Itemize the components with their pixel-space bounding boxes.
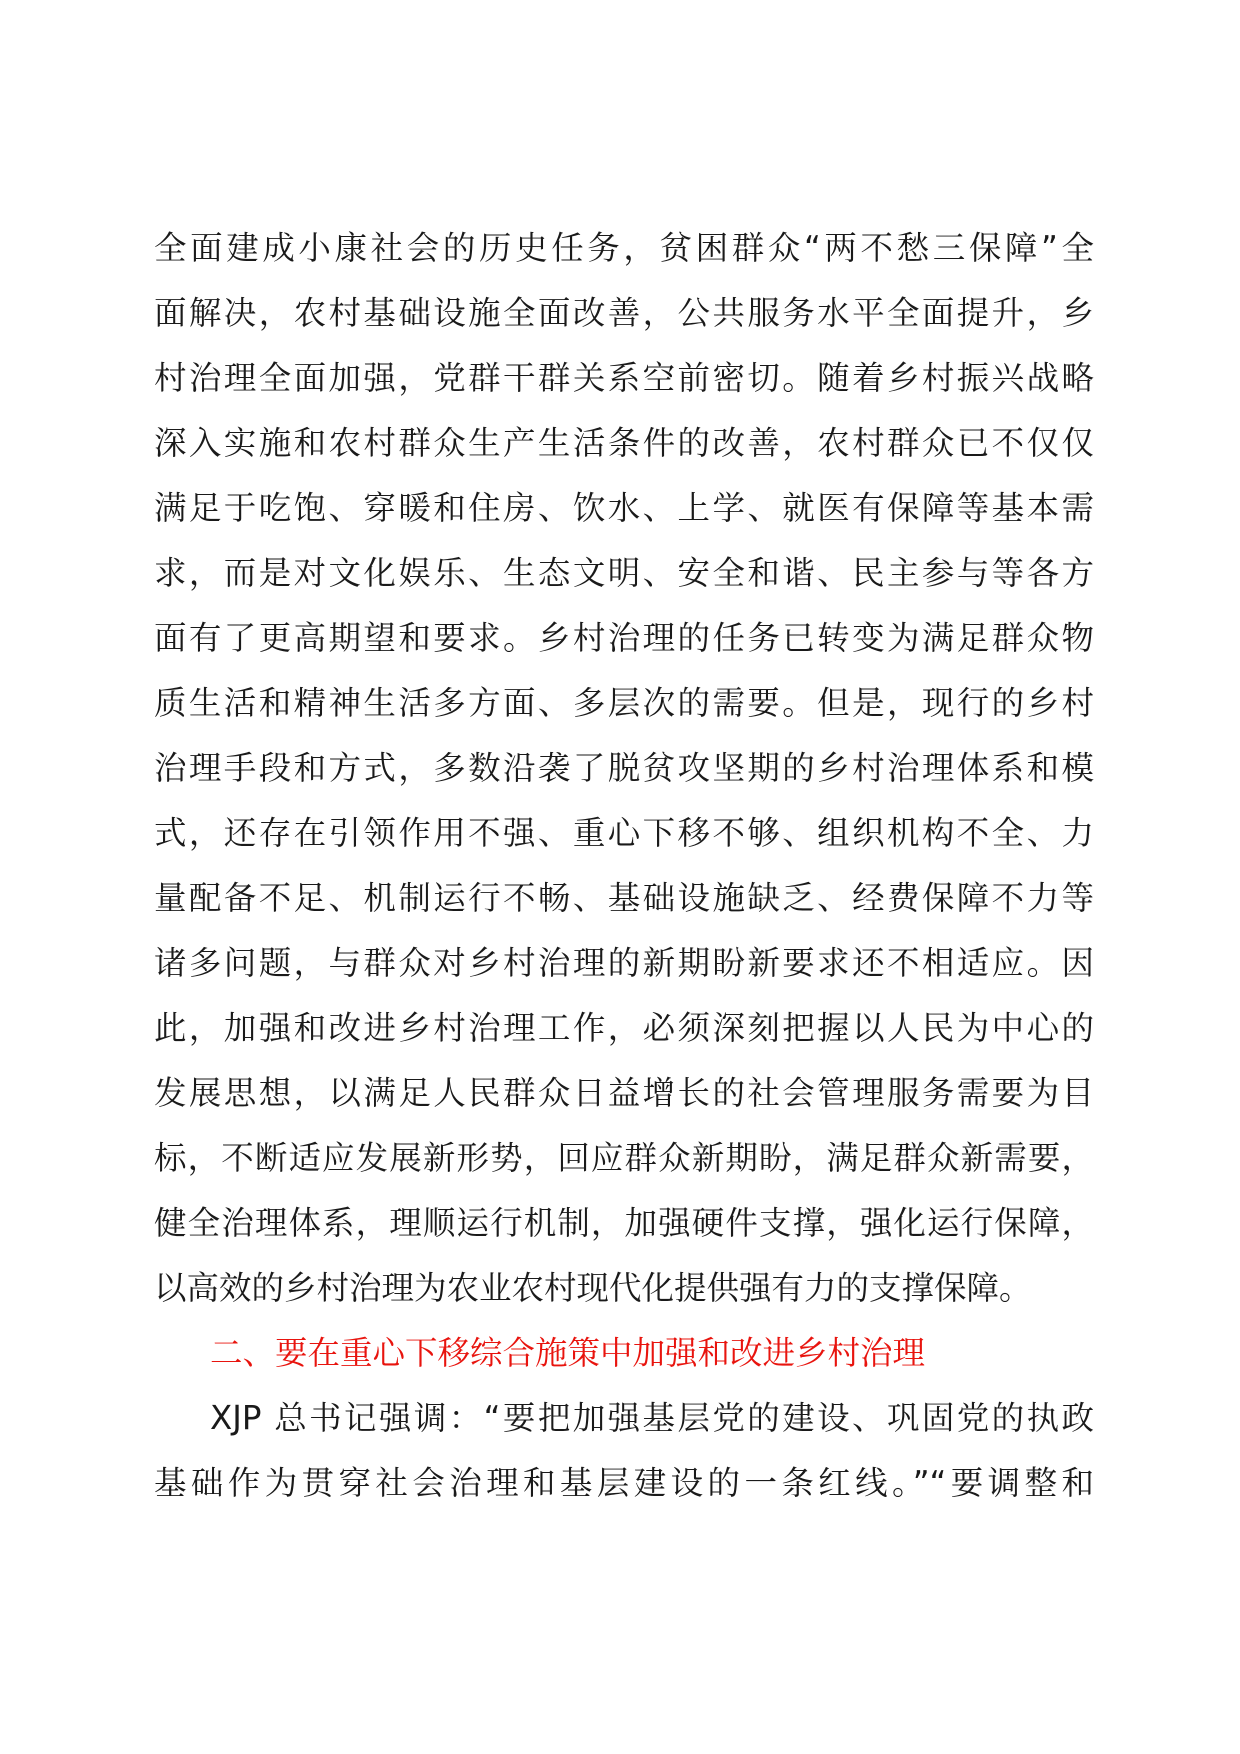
- paragraph-line: 基础作为贯穿社会治理和基层建设的一条红线。”“要调整和: [154, 1464, 1094, 1502]
- paragraph-2: [154, 1386, 1094, 1516]
- paragraph-line: 健全治理体系，理顺运行机制，加强硬件支撑，强化运行保障，: [154, 1204, 1094, 1242]
- paragraph-line: 全面建成小康社会的历史任务，贫困群众“两不愁三保障”全: [154, 229, 1094, 267]
- paragraph-line: 标，不断适应发展新形势，回应群众新期盼，满足群众新需要，: [154, 1139, 1094, 1177]
- paragraph-line: 满足于吃饱、穿暖和住房、饮水、上学、就医有保障等基本需: [154, 489, 1094, 527]
- paragraph-line: 深入实施和农村群众生产生活条件的改善，农村群众已不仅仅: [154, 424, 1094, 462]
- paragraph-line: 发展思想，以满足人民群众日益增长的社会管理服务需要为目: [154, 1074, 1094, 1112]
- paragraph-line: 质生活和精神生活多方面、多层次的需要。但是，现行的乡村: [154, 684, 1094, 722]
- paragraph-line: 诸多问题，与群众对乡村治理的新期盼新要求还不相适应。因: [154, 944, 1094, 982]
- paragraph-1: [154, 216, 1094, 1321]
- paragraph-line: 式，还存在引领作用不强、重心下移不够、组织机构不全、力: [154, 814, 1094, 852]
- paragraph-line: 量配备不足、机制运行不畅、基础设施缺乏、经费保障不力等: [154, 879, 1094, 917]
- paragraph-line: 治理手段和方式，多数沿袭了脱贫攻坚期的乡村治理体系和模: [154, 749, 1094, 787]
- paragraph-line: 面有了更高期望和要求。乡村治理的任务已转变为满足群众物: [154, 619, 1094, 657]
- paragraph-line: 村治理全面加强，党群干群关系空前密切。随着乡村振兴战略: [154, 359, 1094, 397]
- paragraph-line: XJP 总书记强调：“要把加强基层党的建设、巩固党的执政: [210, 1399, 1094, 1437]
- paragraph-line: 求，而是对文化娱乐、生态文明、安全和谐、民主参与等各方: [154, 554, 1094, 592]
- paragraph-line: 此，加强和改进乡村治理工作，必须深刻把握以人民为中心的: [154, 1009, 1094, 1047]
- paragraph-line: 面解决，农村基础设施全面改善，公共服务水平全面提升，乡: [154, 294, 1094, 332]
- paragraph-line: 以高效的乡村治理为农业农村现代化提供强有力的支撑保障。: [154, 1269, 1032, 1307]
- section-heading: 二、要在重心下移综合施策中加强和改进乡村治理: [210, 1334, 926, 1372]
- document-body: [154, 216, 1094, 1516]
